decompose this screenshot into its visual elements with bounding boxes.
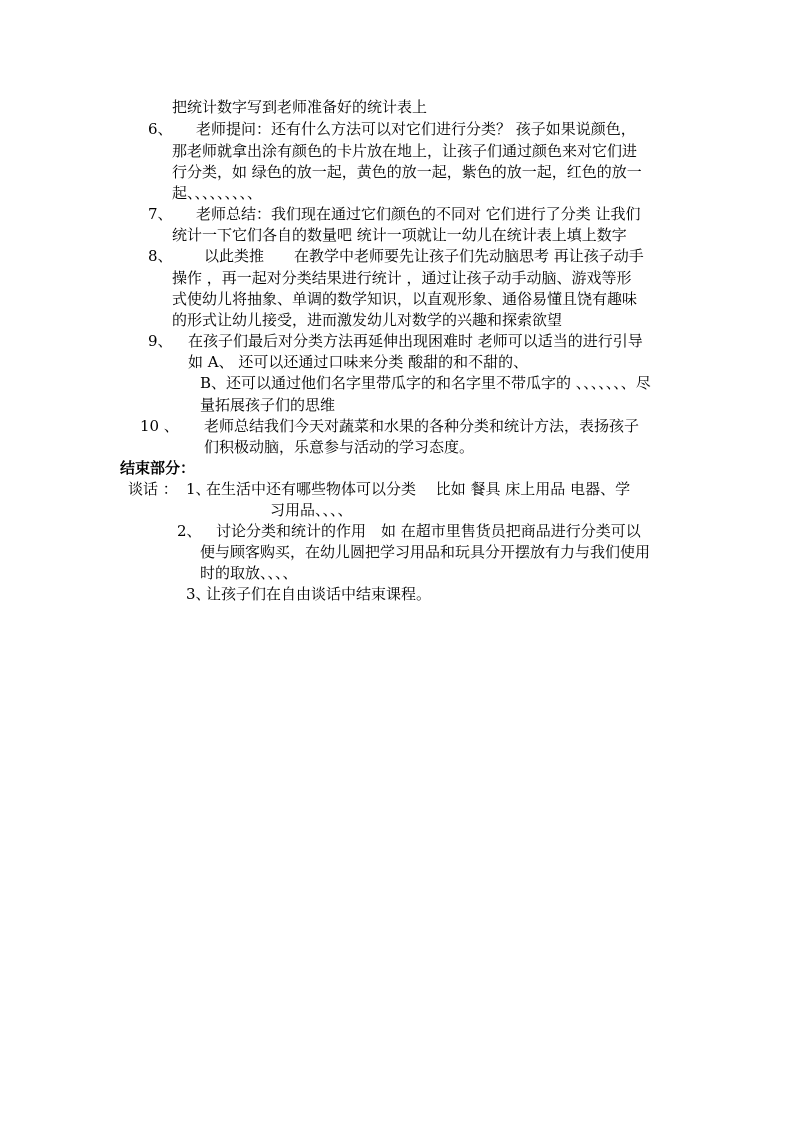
item-line: B、还可以通过他们名字里带瓜字的和名字里不带瓜字的 、、、、、、、尽 <box>200 374 651 392</box>
item-line: 老师提问：还有什么方法可以对它们进行分类？ 孩子如果说颜色， <box>196 120 636 138</box>
item-number: 7、 <box>148 205 173 223</box>
item-line: 老师总结我们今天对蔬菜和水果的各种分类和统计方法，表扬孩子 <box>204 417 640 435</box>
item-number: 8、 <box>148 247 173 265</box>
item-line: 那老师就拿出涂有颜色的卡片放在地上，让孩子们通过颜色来对它们进 <box>172 142 638 160</box>
point-line: 习用品、、、、 <box>270 501 353 519</box>
point-number: 2、 <box>177 522 202 540</box>
item-line: 如 A、 还可以还通过口味来分类 酸甜的和不甜的、 <box>188 353 529 371</box>
point-line: 时的取放、、、、 <box>200 564 298 582</box>
item-line: 起、、、、、、、、、 <box>172 184 263 202</box>
item-number: 9、 <box>148 332 173 350</box>
item-line: 以此类推 在教学中老师要先让孩子们先动脑思考 再让孩子动手 <box>204 247 644 265</box>
item-number: 10 、 <box>140 417 179 435</box>
item-line: 们积极动脑，乐意参与活动的学习态度。 <box>204 438 475 456</box>
item-line: 在孩子们最后对分类方法再延伸出现困难时 老师可以适当的进行引导 <box>188 332 643 350</box>
point-number: 3、 <box>186 585 211 603</box>
item-line: 式使幼儿将抽象、单调的数学知识，以直观形象、通俗易懂且饶有趣味 <box>172 290 638 308</box>
item-line: 操作 ，再一起对分类结果进行统计 ，通过让孩子动手动脑、游戏等形 <box>172 269 632 287</box>
item-line: 量拓展孩子们的思维 <box>200 396 336 414</box>
point-line: 讨论分类和统计的作用 如 在超市里售货员把商品进行分类可以 <box>216 522 641 540</box>
point-line: 在生活中还有哪些物体可以分类 比如 餐具 床上用品 电器、学 <box>206 480 631 498</box>
item-line: 老师总结：我们现在通过它们颜色的不同对 它们进行了分类 让我们 <box>196 205 641 223</box>
item-line: 的形式让幼儿接受，进而激发幼儿对数学的兴趣和探索欲望 <box>172 311 563 329</box>
ending-heading: 结束部分： <box>120 459 196 477</box>
item-line: 统计一下它们各自的数量吧 统计一项就让一幼儿在统计表上填上数字 <box>172 226 627 244</box>
item-number: 6、 <box>148 120 173 138</box>
point-line: 让孩子们在自由谈话中结束课程。 <box>206 585 432 603</box>
talk-label: 谈话 ： <box>128 480 178 498</box>
continuation-line: 把统计数字写到老师准备好的统计表上 <box>172 98 428 116</box>
point-number: 1、 <box>186 480 211 498</box>
item-line: 行分类，如 绿色的放一起，黄色的放一起，紫色的放一起，红色的放一 <box>172 163 642 181</box>
point-line: 便与顾客购买，在幼儿圆把学习用品和玩具分开摆放有力与我们使用 <box>200 543 651 561</box>
